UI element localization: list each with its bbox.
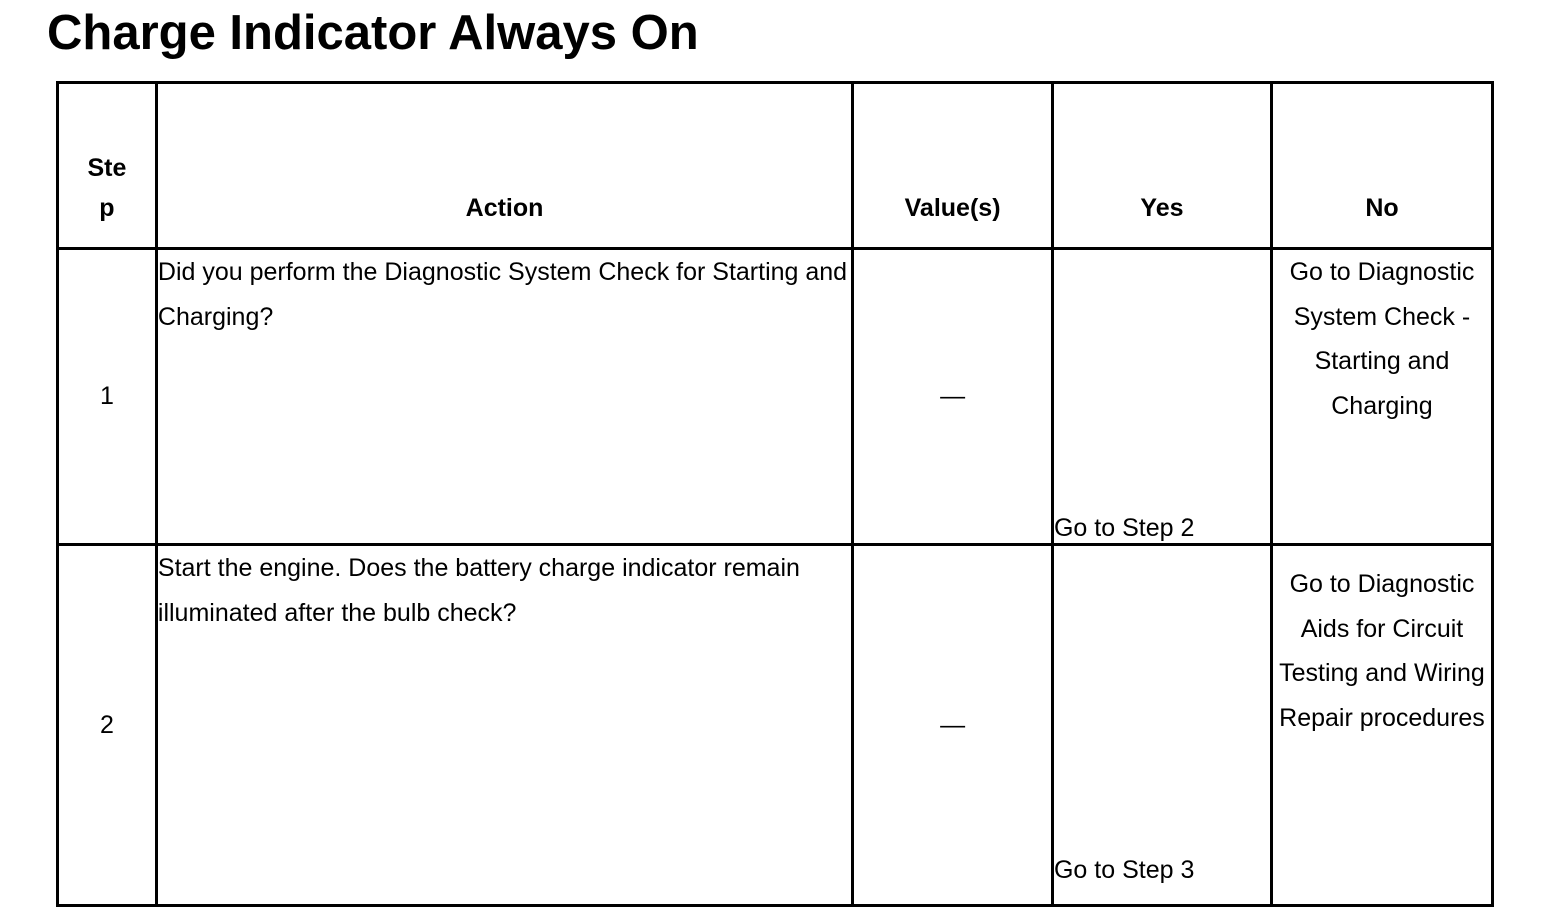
no-instruction: Go to Diagnostic System Check - Starting and Charging bbox=[1271, 249, 1492, 545]
header-no: No bbox=[1271, 83, 1492, 249]
yes-instruction: Go to Step 2 bbox=[1052, 249, 1271, 545]
step-number: 2 bbox=[58, 545, 157, 906]
action-text: Did you perform the Diagnostic System Check for Starting and Charging? bbox=[156, 249, 852, 545]
value-cell: — bbox=[853, 545, 1053, 906]
header-step bbox=[58, 83, 157, 249]
value-cell: — bbox=[853, 249, 1053, 545]
header-step-label: Step bbox=[87, 154, 127, 222]
yes-instruction: Go to Step 3 bbox=[1052, 545, 1271, 906]
table-row bbox=[58, 545, 1493, 906]
header-yes: Yes bbox=[1052, 83, 1271, 249]
step-number: 1 bbox=[58, 249, 157, 545]
header-action: Action bbox=[156, 83, 852, 249]
action-text: Start the engine. Does the battery charge indicator remain illuminated after the bulb check? bbox=[156, 545, 852, 906]
no-instruction: Go to Diagnostic Aids for Circuit Testing and Wiring Repair procedures bbox=[1271, 545, 1492, 906]
table-row bbox=[58, 249, 1493, 545]
header-values: Value(s) bbox=[853, 83, 1053, 249]
diagnostic-table bbox=[56, 81, 1494, 907]
page-title: Charge Indicator Always On bbox=[47, 6, 699, 60]
table-header-row bbox=[58, 83, 1493, 249]
